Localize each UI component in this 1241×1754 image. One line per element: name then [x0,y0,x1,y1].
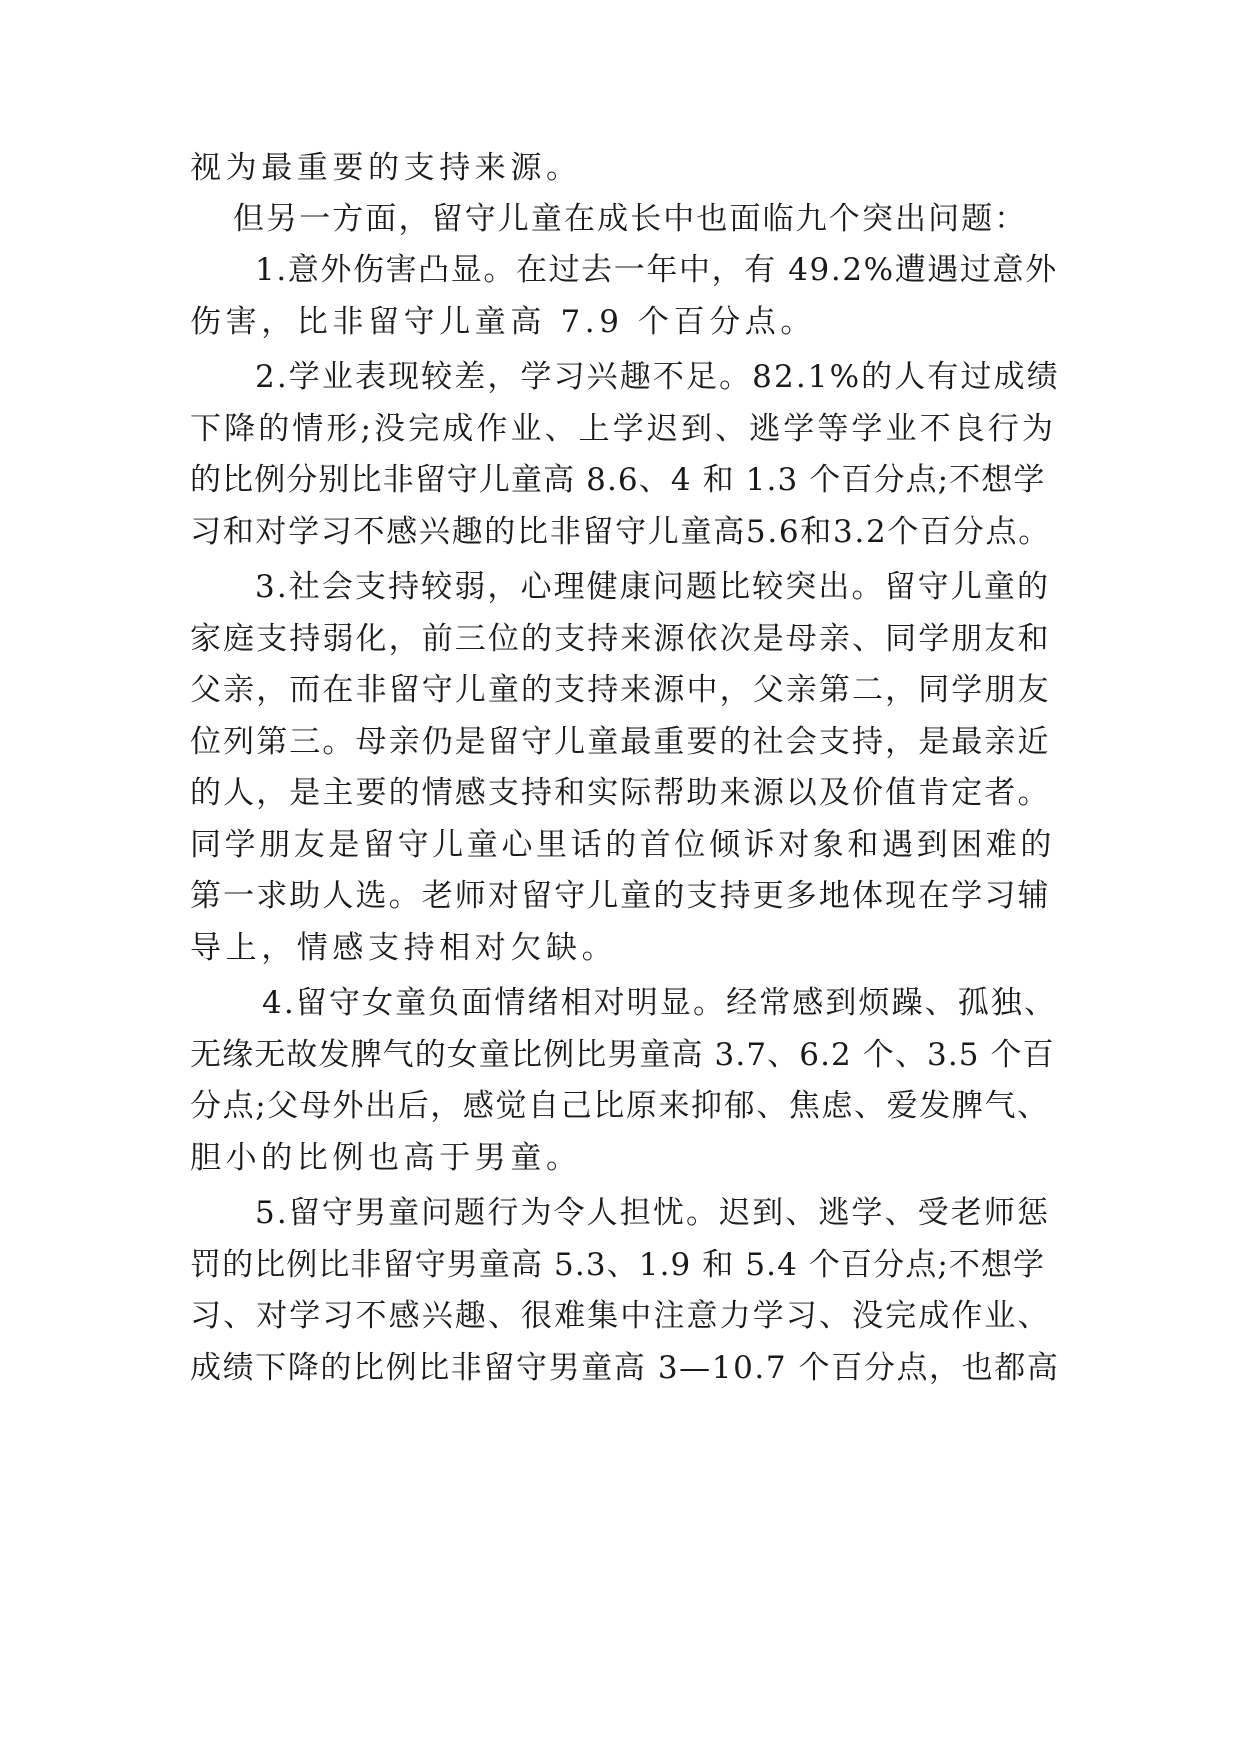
text-line: 分点;父母外出后，感觉自己比原来抑郁、焦虑、爱发脾气、 [190,1088,1050,1124]
item-4-heading: 4.留守女童负面情绪相对明显。经常感到烦躁、孤独、 [262,985,1058,1021]
text-line: 视为最重要的支持来源。 [190,150,582,186]
text-line: 家庭支持弱化，前三位的支持来源依次是母亲、同学朋友和 [190,621,1051,657]
item-1-heading: 1.意外伤害凸显。在过去一年中，有 49.2%遭遇过意外 [255,252,1058,288]
item-3-heading: 3.社会支持较弱，心理健康问题比较突出。留守儿童的 [255,569,1051,605]
text-line: 伤害，比非留守儿童高 7.9 个百分点。 [190,304,817,340]
text-line: 同学朋友是留守儿童心里话的首位倾诉对象和遇到困难的 [190,827,1055,863]
text-line: 下降的情形;没完成作业、上学迟到、逃学等学业不良行为 [190,411,1057,447]
text-line: 位列第三。母亲仍是留守儿童最重要的社会支持，是最亲近 [190,724,1051,760]
text-line: 父亲，而在非留守儿童的支持来源中，父亲第二，同学朋友 [190,672,1051,708]
paragraph-intro: 但另一方面，留守儿童在成长中也面临九个突出问题： [233,201,1028,237]
text-line: 习和对学习不感兴趣的比非留守儿童高5.6和3.2个百分点。 [190,514,1051,550]
item-5-heading: 5.留守男童问题行为令人担忧。迟到、逃学、受老师惩 [255,1195,1051,1231]
text-line: 第一求助人选。老师对留守儿童的支持更多地体现在学习辅 [190,878,1051,914]
text-line: 的比例分别比非留守儿童高 8.6、4 和 1.3 个百分点;不想学 [190,462,1046,498]
text-line: 习、对学习不感兴趣、很难集中注意力学习、没完成作业、 [190,1298,1051,1334]
text-line: 无缘无故发脾气的女童比例比男童高 3.7、6.2 个、3.5 个百 [190,1037,1055,1073]
text-line: 成绩下降的比例比非留守男童高 3—10.7 个百分点，也都高 [190,1350,1060,1386]
text-line: 导上，情感支持相对欠缺。 [190,930,618,966]
text-line: 的人，是主要的情感支持和实际帮助来源以及价值肯定者。 [190,775,1051,811]
item-2-heading: 2.学业表现较差，学习兴趣不足。82.1%的人有过成绩 [255,359,1060,395]
text-line: 胆小的比例也高于男童。 [190,1140,582,1176]
text-line: 罚的比例比非留守男童高 5.3、1.9 和 5.4 个百分点;不想学 [190,1247,1046,1283]
